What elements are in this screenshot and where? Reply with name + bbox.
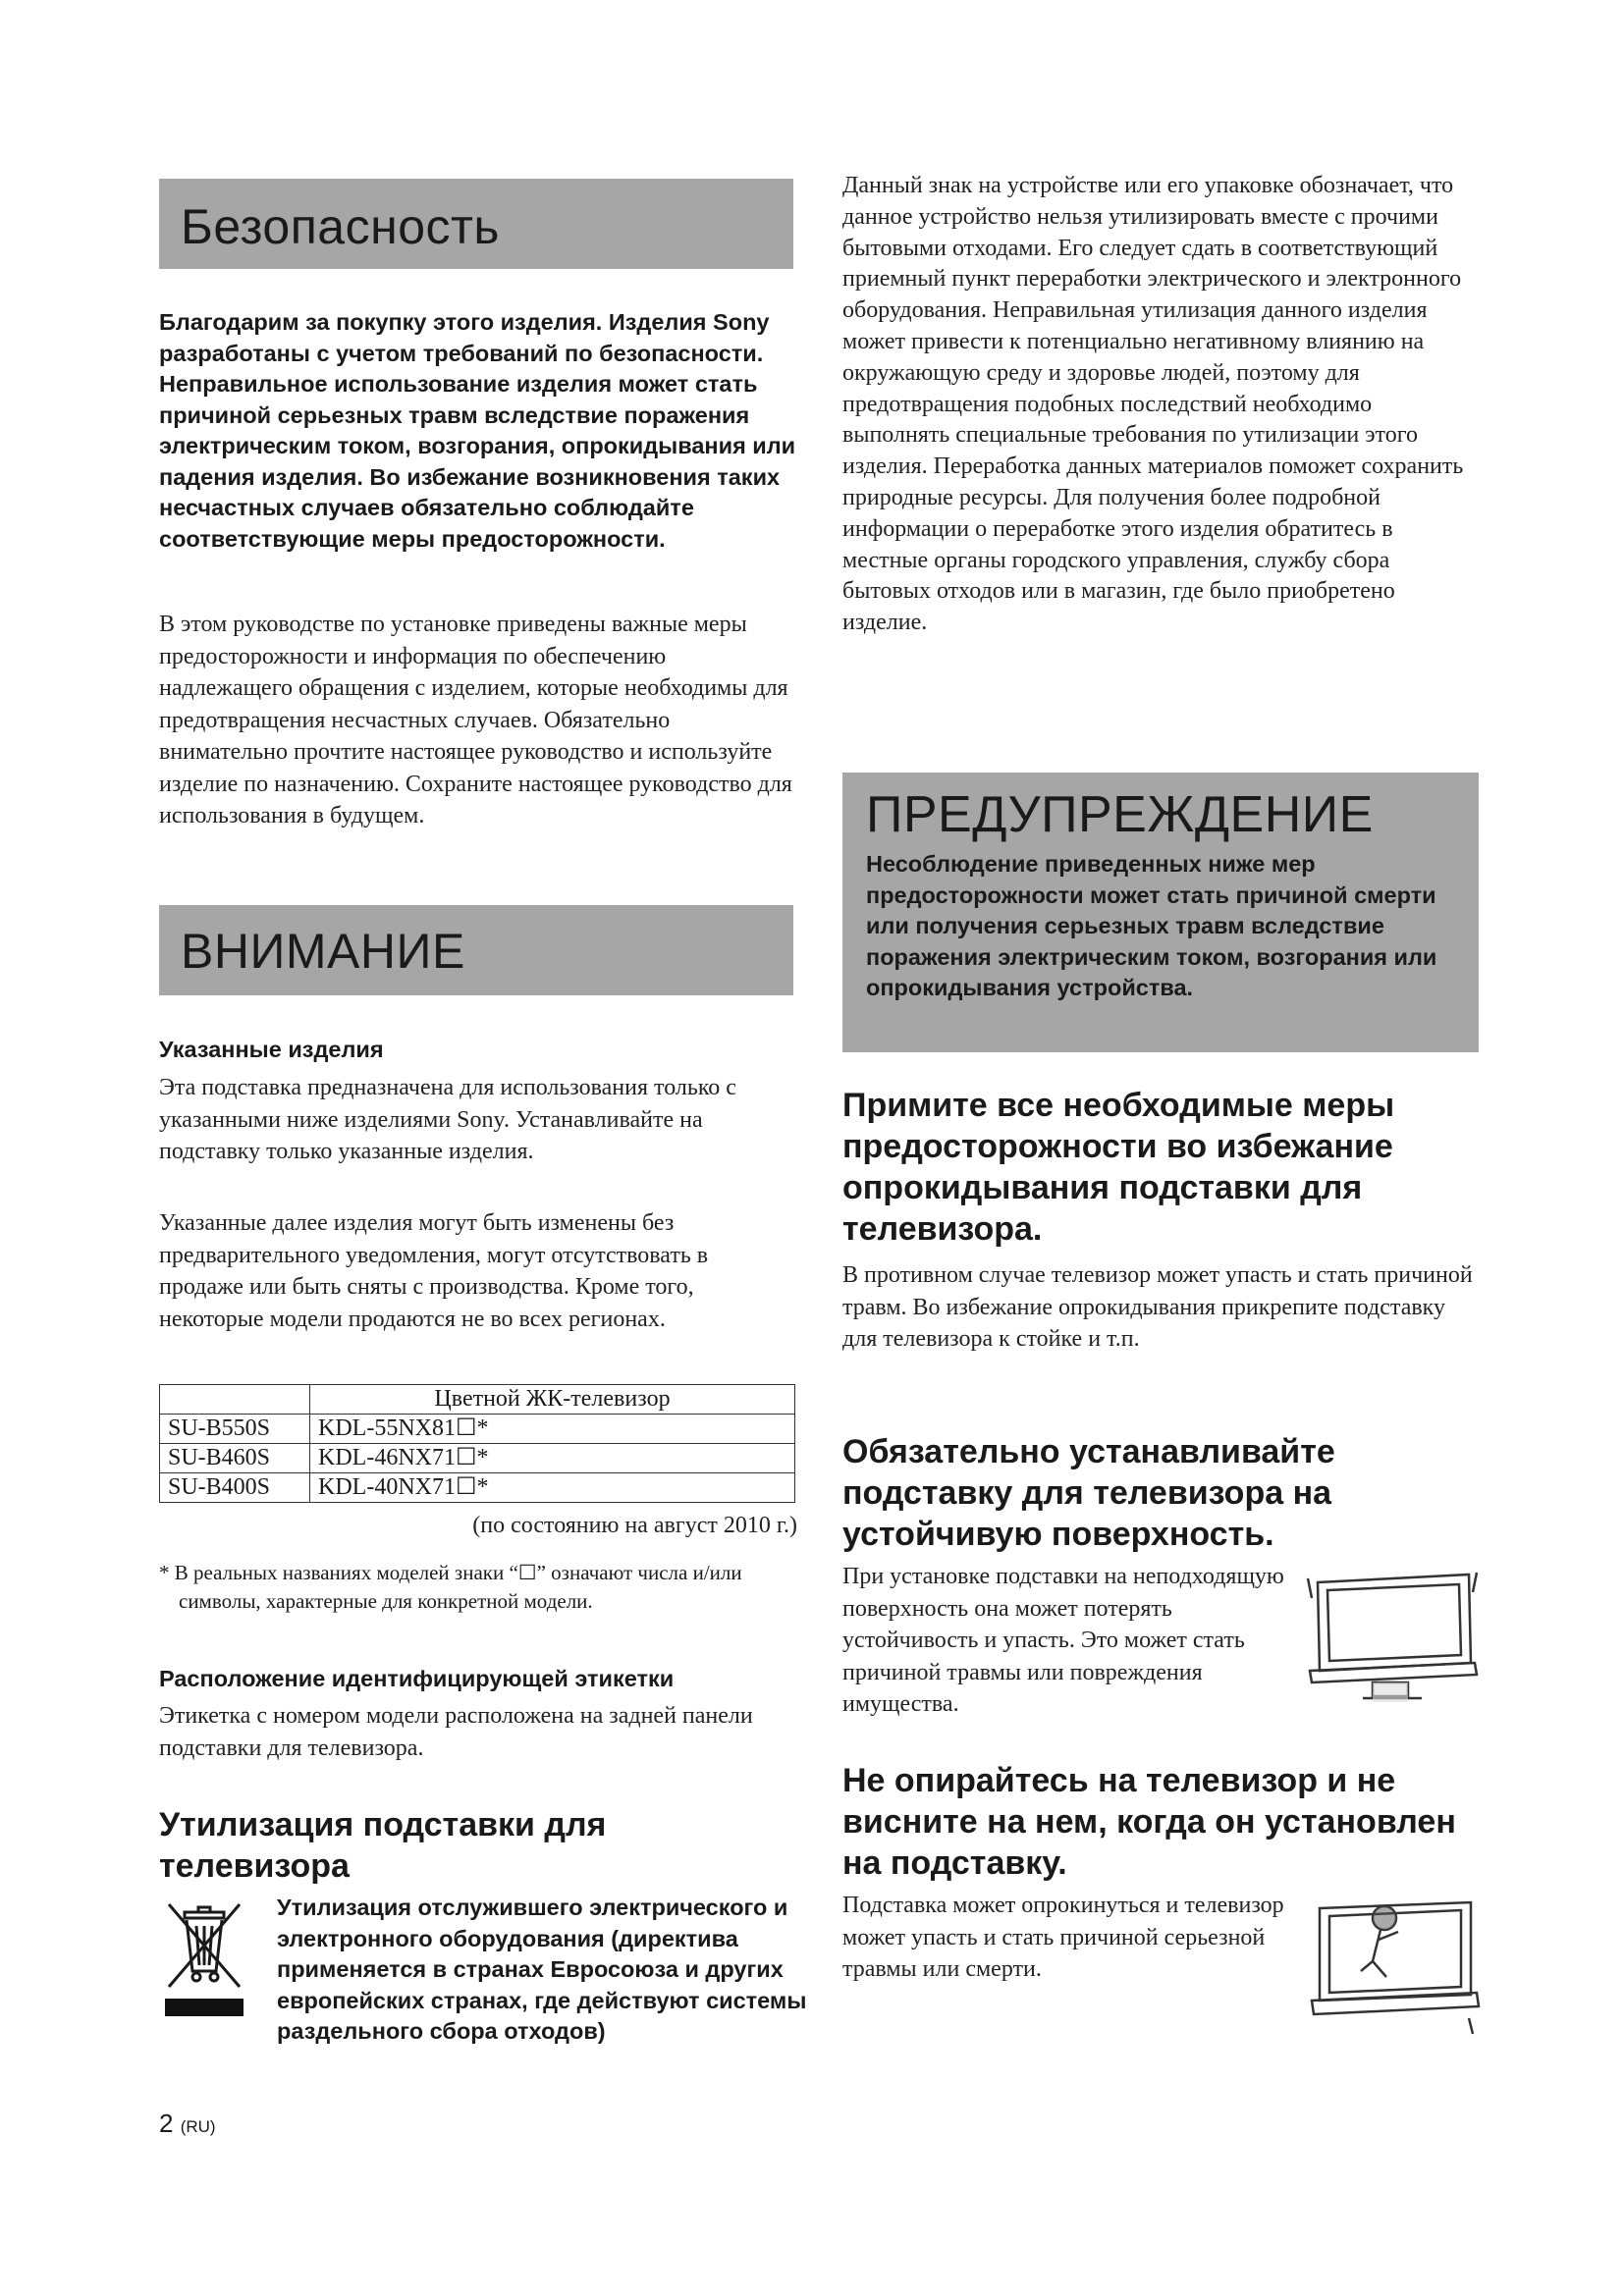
- table-header-cell: Цветной ЖК-телевизор: [310, 1385, 795, 1415]
- leaning-child-illustration: [1304, 1893, 1481, 2040]
- stand-model-cell: SU-B400S: [160, 1473, 310, 1503]
- warning-header: ПРЕДУПРЕЖДЕНИЕ: [866, 786, 1374, 843]
- models-table: [159, 1384, 795, 1503]
- stand-model-cell: SU-B460S: [160, 1444, 310, 1473]
- page-language: (RU): [180, 2117, 216, 2136]
- disposal-paragraph: Данный знак на устройстве или его упаковке обозначает, что данное устройство нельзя утилизировать вместе с прочими бытовыми отходами. Его следует сдать в соответствующий приемный пункт переработки электрического и электронного оборудования. Неправильная утилизация данного изделия может привести к потенциально негативному влиянию на окружающую среду и здоровье людей, поэтому для предотвращения подобных последствий необходимо выполнять специальные требования по утилизации этого изделия. Переработка данных материалов поможет сохранить природные ресурсы. Для получения более подробной информации о переработке этого изделия обратитесь в местные органы городского управления, службу сбора бытовых отходов или в магазин, где было приобретено изделие.: [842, 173, 1464, 636]
- specified-products-title: Указанные изделия: [159, 1037, 384, 1062]
- table-header-row: [160, 1385, 795, 1415]
- caution-header-box: [159, 905, 793, 995]
- thanks-paragraph: Благодарим за покупку этого изделия. Изделия Sony разработаны с учетом требований по безопасности. Неправильное использование изделия может стать причиной серьезных травм вследствие поражения электрическим током, возгорания, опрокидывания или падения изделия. Во избежание возникновения таких несчастных случаев обязательно соблюдайте соответствующие меры предосторожности.: [159, 309, 796, 552]
- page-number-value: 2: [159, 2109, 174, 2138]
- specified-paragraph-2: Указанные далее изделия могут быть изменены без предварительного уведомления, могут отсутствовать в продаже или быть сняты с производства. Кроме того, некоторые модели продаются не во всех регионах.: [159, 1210, 709, 1332]
- table-header-empty: [160, 1385, 310, 1415]
- lean-paragraph: Подставка может опрокинуться и телевизор может упасть и стать причиной серьезной травмы или смерти.: [842, 1893, 1284, 1982]
- label-location-paragraph: Этикетка с номером модели расположена на задней панели подставки для телевизора.: [159, 1703, 753, 1761]
- stable-surface-paragraph: При установке подставки на неподходящую поверхность она может потерять устойчивость и упасть. Это может стать причиной травмы или повреждения имущества.: [842, 1564, 1284, 1717]
- tv-model-cell: KDL-46NX71☐*: [310, 1444, 795, 1473]
- safety-header-box: [159, 179, 793, 269]
- unstable-tv-illustration: [1304, 1569, 1481, 1716]
- table-row: [160, 1444, 795, 1473]
- lean-title: Не опирайтесь на телевизор и не висните на нем, когда он установлен на подставку.: [842, 1762, 1456, 1882]
- tip-over-title: Примите все необходимые меры предосторожности во избежание опрокидывания подставки для телевизора.: [842, 1087, 1395, 1248]
- page-number: [159, 2109, 216, 2139]
- model-footnote: * В реальных названиях моделей знаки “☐” означают числа и/или символы, характерные для конкретной модели.: [159, 1561, 742, 1613]
- intro-paragraph: В этом руководстве по установке приведены важные меры предосторожности и информация по обеспечению надлежащего обращения с изделием, которые необходимы для предотвращения несчастных случаев. Обязательно внимательно прочтите настоящее руководство и используйте изделие по назначению. Сохраните настоящее руководство для использования в будущем.: [159, 612, 792, 828]
- caution-header: ВНИМАНИЕ: [181, 924, 465, 979]
- label-location-title: Расположение идентифицирующей этикетки: [159, 1666, 675, 1691]
- weee-paragraph: Утилизация отслужившего электрического и электронного оборудования (директива применяется в странах Евросоюза и других европейских странах, где действуют системы раздельного сбора отходов): [277, 1895, 807, 2044]
- tip-over-paragraph: В противном случае телевизор может упасть и стать причиной травм. Во избежание опрокидывания прикрепите подставку для телевизора к стойке и т.п.: [842, 1262, 1473, 1352]
- table-row: [160, 1415, 795, 1444]
- warning-paragraph: Несоблюдение приведенных ниже мер предосторожности может стать причиной смерти или получения серьезных травм вследствие поражения электрическим током, возгорания или опрокидывания устройства.: [866, 851, 1437, 1000]
- table-date-note: (по состоянию на август 2010 г.): [472, 1513, 797, 1538]
- specified-paragraph-1: Эта подставка предназначена для использования только с указанными ниже изделиями Sony. Устанавливайте на подставку только указанные изделия.: [159, 1075, 736, 1164]
- disposal-title: Утилизация подставки для телевизора: [159, 1806, 607, 1885]
- crossed-bin-icon: [163, 1900, 245, 2018]
- safety-header: Безопасность: [181, 199, 500, 254]
- stand-model-cell: SU-B550S: [160, 1415, 310, 1444]
- table-row: [160, 1473, 795, 1503]
- tv-model-cell: KDL-55NX81☐*: [310, 1415, 795, 1444]
- warning-box: [842, 773, 1479, 1052]
- stable-surface-title: Обязательно устанавливайте подставку для телевизора на устойчивую поверхность.: [842, 1433, 1335, 1553]
- tv-model-cell: KDL-40NX71☐*: [310, 1473, 795, 1503]
